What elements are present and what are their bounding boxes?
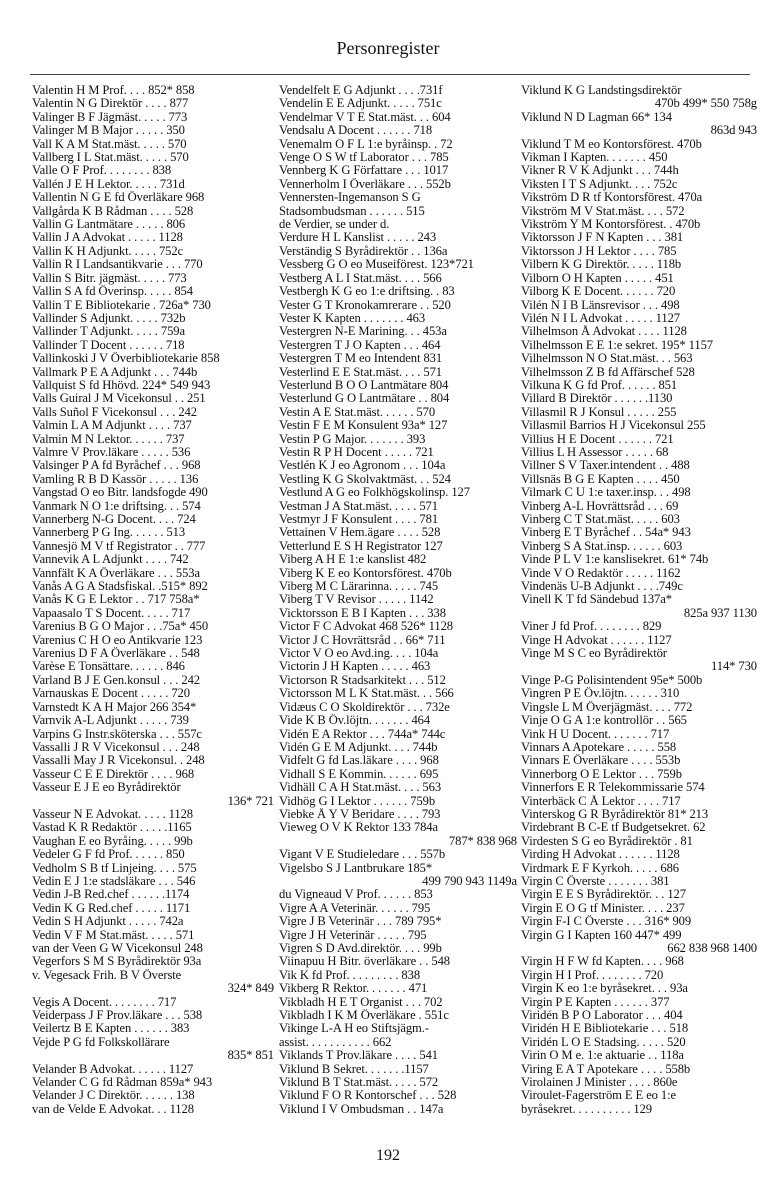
register-entry: Vallin R I Landsantikvarie . . . 770 [32,258,203,272]
register-entry: Vennersten-Ingemanson S G [279,191,421,205]
register-entry: Varnauskas E Docent . . . . . 720 [32,687,190,701]
register-entry: Valmin L A M Adjunkt . . . . 737 [32,419,192,433]
register-entry: Vinberg A-L Hovrättsråd . . . 69 [521,499,679,513]
register-entry: Vedin S H Adjunkt . . . . . 742a [32,915,184,929]
register-entry: Vastad K R Redaktör . . . . .1165 [32,821,192,835]
register-entry: Vinberg C T Stat.mäst. . . . . 603 [521,513,680,526]
register-entry: Virdmark E F Kyrkoh. . . . . 686 [521,861,679,875]
register-entry: Villner S V Taxer.intendent . . 488 [521,459,690,473]
register-entry: Viklund B Sekret. . . . . . .1157 [279,1062,429,1076]
register-entry: Vall K A M Stat.mäst. . . . . 570 [32,137,187,151]
register-entry: Vendelfelt E G Adjunkt . . . .731f [279,84,443,97]
register-entry: Vanmark N O 1:e driftsing. . . 574 [32,499,201,513]
register-entry: Vinberg E T Byråchef . . 54a* 943 [521,526,691,540]
register-entry: Vik K fd Prof. . . . . . . . . 838 [279,968,421,982]
register-entry: Virolainen J Minister . . . . 860e [521,1076,678,1090]
register-entry: Victorin J H Kapten . . . . . 463 [279,660,431,674]
register-entry: Vallgårda K B Rådman . . . . 528 [32,204,194,218]
register-entry: Vilmark C U 1:e taxer.insp. . . 498 [521,486,691,500]
register-entry: Vestergren N-E Marining. . . 453a [279,325,447,339]
register-entry: Valmre V Prov.läkare . . . . . 536 [32,445,191,459]
register-entry: Vinterskog G R Byrådirektör 81* 213 [521,807,709,821]
register-entry: Vessberg G O eo Museiförest. 123*721 [279,258,474,272]
register-entry: Vilbern K G Direktör. . . . . 118b [521,258,682,272]
register-entry: Vangstad O eo Bitr. landsfogde 490 [32,486,208,500]
register-entry: Velander B Advokat. . . . . . 1127 [32,1062,194,1076]
register-entry: Vilén N I B Länsrevisor . . . 498 [521,298,680,312]
register-entry: Viksten I T S Adjunkt. . . . 752c [521,177,678,191]
register-entry: Viberg A H E 1:e kanslist 482 [279,553,427,567]
register-entry: Vikbladh I K M Överläkare . 551c [279,1009,449,1023]
register-entry: Vinge P-G Polisintendent 95e* 500b [521,673,703,687]
register-entry: Vigelsbo S J Lantbrukare 185* [279,861,433,875]
header-rule [30,74,750,75]
register-entry: Vallin G Lantmätare . . . . . 806 [32,218,186,232]
register-column-2 [279,84,517,1116]
register-entry: Viberg T V Revisor . . . . . 1142 [279,593,434,607]
register-entry: Viktorsson J F N Kapten . . . 381 [521,231,684,245]
register-entry: Virgin P E Kapten . . . . . . 377 [521,995,670,1009]
register-entry: Villius L H Assessor . . . . . 68 [521,445,669,459]
register-entry: Vinde V O Redaktör . . . . . 1162 [521,566,681,580]
register-entry: Varèse E Tonsättare. . . . . . 846 [32,660,185,674]
register-entry: Viklund K G Landstingsdirektör [521,84,682,97]
register-entry: Vennerholm I Överläkare . . . 552b [279,177,451,191]
register-entry: Viklund F O R Kontorschef . . . 528 [279,1089,457,1103]
register-entry: Vegis A Docent. . . . . . . . 717 [32,995,177,1009]
register-entry: Virgin E O G tf Minister. . . . 237 [521,901,685,915]
register-entry: Vigre J H Veterinär . . . . . 795 [279,928,427,942]
register-entry: Vennberg K G Författare . . . 1017 [279,164,449,178]
register-entry: du Vigneaud V Prof. . . . . . 853 [279,888,433,902]
register-entry: Viner J fd Prof. . . . . . . . 829 [521,620,662,634]
register-entry: byråsekret. . . . . . . . . . 129 [521,1102,653,1116]
register-entry: Vannerberg P G Ing. . . . . . 513 [32,526,186,540]
register-entry: Vasseur N E Advokat. . . . . 1128 [32,807,193,821]
register-entry: Villasmil Barrios H J Vicekonsul 255 [521,419,706,433]
register-entry: Vilhelmsson N O Stat.mäst. . . 563 [521,352,693,366]
register-entry: Valls Suñol F Vicekonsul . . . 242 [32,405,197,419]
register-entry: Vanås A G A Stadsfiskal. .515* 892 [32,580,208,594]
register-entry: Victorson R Stadsarkitekt . . . 512 [279,673,446,687]
register-entry: assist. . . . . . . . . . . 662 [279,1035,392,1049]
register-entry: Vidén G E M Adjunkt. . . . 744b [279,740,438,754]
register-entry: Varnvik A-L Adjunkt . . . . . 739 [32,714,189,728]
register-entry: Vieweg O V K Rektor 133 784a [279,821,438,835]
register-entry: Vestling K G Skolvaktmäst. . . 524 [279,472,451,486]
register-entry: Vestergren T J O Kapten . . . 464 [279,338,441,352]
register-entry: Vesterlund B O O Lantmätare 804 [279,378,449,392]
register-entry: 114* 730 [711,660,757,674]
register-entry: Vallquist S fd Hhövd. 224* 549 943 [32,378,211,392]
register-entry: Vikinge L-A H eo Stiftsjägm.- [279,1022,429,1036]
register-entry: Vannesjö M V tf Registrator . . 777 [32,539,206,553]
register-entry: Viktorsson J H Lektor . . . . 785 [521,244,677,258]
register-entry: Vasseur E J E eo Byrådirektör [32,781,181,795]
register-entry: Viebke Å Y V Beridare . . . . 793 [279,807,441,821]
register-entry: Viklands T Prov.läkare . . . . 541 [279,1049,438,1063]
register-entry: Viinapuu H Bitr. överläkare . . 548 [279,955,450,969]
register-entry: Vinberg S A Stat.insp. . . . . . 603 [521,539,683,553]
register-entry: Viklund N D Lagman 66* 134 [521,110,672,124]
register-entry: Vendelin E E Adjunkt. . . . . 751c [279,97,442,111]
register-entry: Viberg K E eo Kontorsförest. 470b [279,566,452,580]
register-entry: Valsinger P A fd Byråchef . . . 968 [32,459,201,473]
register-entry: Vettainen V Hem.ägare . . . . 528 [279,526,441,540]
register-entry: Vallin J A Advokat . . . . . 1128 [32,231,183,245]
register-entry: Vilborn O H Kapten . . . . . 451 [521,271,674,285]
register-column-1 [32,84,274,1116]
register-entry: Vidæus C O Skoldirektör . . . 732e [279,700,450,714]
register-entry: Victor F C Advokat 468 526* 1128 [279,620,453,634]
register-entry: Viklund B T Stat.mäst. . . . . 572 [279,1076,439,1090]
register-entry: Vinge H Advokat . . . . . . 1127 [521,633,672,647]
register-entry: Viridén H E Bibliotekarie . . . 518 [521,1022,689,1036]
register-entry: Villard B Direktör . . . . . .1130 [521,392,673,406]
register-entry: Virgin C Överste . . . . . . . 381 [521,874,670,888]
register-entry: Vikström M V Stat.mäst. . . . 572 [521,204,685,218]
register-entry: Vestbergh K G eo 1:e driftsing. . 83 [279,285,455,299]
register-entry: Vestin P G Major. . . . . . . 393 [279,432,426,446]
register-entry: Vikbladh H E T Organist . . . 702 [279,995,443,1009]
register-entry: Vinge M S C eo Byrådirektör [521,647,667,661]
register-entry: Vestin A E Stat.mäst. . . . . . 570 [279,405,436,419]
register-entry: Vidhall S E Kommin. . . . . . 695 [279,767,439,781]
register-entry: Virgin H F W fd Kapten. . . . 968 [521,955,684,969]
register-entry: Virgin G I Kapten 160 447* 499 [521,928,682,942]
register-entry: Vestlén K J eo Agronom . . . 104a [279,459,446,473]
register-entry: Vinde P L V 1:e kanslisekret. 61* 74b [521,553,709,567]
register-entry: Vinnerborg O E Lektor . . . 759b [521,767,682,781]
register-entry: Vallinder S Adjunkt. . . . . 732b [32,311,186,325]
register-entry: Vestmyr J F Konsulent . . . . 781 [279,513,439,526]
register-entry: van de Velde E Advokat. . . 1128 [32,1102,194,1116]
register-entry: Vestman J A Stat.mäst. . . . . 571 [279,499,438,513]
register-entry: Varnstedt K A H Major 266 354* [32,700,197,714]
register-entry: Vindenäs U-B Adjunkt . . . .749c [521,580,683,594]
register-entry: Valmin M N Lektor. . . . . . 737 [32,432,185,446]
register-entry: Vinell K T fd Sändebud 137a* [521,593,672,607]
register-entry: Virding H Advokat . . . . . . 1128 [521,848,680,862]
register-entry: Vassalli May J R Vicekonsul. . 248 [32,754,205,768]
register-entry: Vestergren T M eo Intendent 831 [279,352,443,366]
register-entry: Villasmil R J Konsul . . . . . 255 [521,405,677,419]
register-entry: Victorsson M L K Stat.mäst. . . 566 [279,687,454,701]
register-entry: Vedin J-B Red.chef . . . . . .1174 [32,888,190,902]
register-entry: Virgin F-I C Överste . . . 316* 909 [521,915,692,929]
register-entry: Vestberg A L I Stat.mäst. . . . 566 [279,271,442,285]
register-entry: Valentin H M Prof. . . . 852* 858 [32,84,195,97]
register-entry: Viklund T M eo Kontorsförest. 470b [521,137,702,151]
register-entry: Valls Guiral J M Vicekonsul . . 251 [32,392,206,406]
register-column-3 [521,84,757,1116]
register-entry: Vannfält K A Överläkare . . . 553a [32,566,200,580]
register-entry: 863d 943 [710,124,757,138]
register-entry: Vilkuna K G fd Prof. . . . . . 851 [521,378,678,392]
register-entry: Vikberg R Rektor. . . . . . . 471 [279,982,428,996]
register-entry: Vikström Y M Kontorsförest. . 470b [521,218,701,232]
register-entry: Velander C G fd Rådman 859a* 943 [32,1076,213,1090]
page-title: Personregister [336,38,440,58]
page-number: 192 [376,1147,400,1164]
register-entry: Vilhelmsson Z B fd Affärschef 528 [521,365,695,379]
register-entry: Verdure H L Kanslist . . . . . 243 [279,231,437,245]
register-entry: Vingren P E Öv.löjtn. . . . . . 310 [521,687,680,701]
register-entry: Vester G T Kronokamrerare . . 520 [279,298,451,312]
register-entry: Vendelmar V T E Stat.mäst. . . 604 [279,110,451,124]
register-entry: Vester K Kapten . . . . . . . 463 [279,311,426,325]
register-entry: Vestlund A G eo Folkhögskolinsp. 127 [279,486,470,500]
register-entry: Viring E A T Apotekare . . . . 558b [521,1062,691,1076]
register-entry: Vinterbäck C Å Lektor . . . . 717 [521,794,681,808]
register-entry: 470b 499* 550 758g [654,97,757,111]
register-entry: Vendsalu A Docent . . . . . . 718 [279,124,433,138]
register-entry: Varenius B G O Major . . .75a* 450 [32,620,209,634]
register-entry: Vidfelt G fd Las.läkare . . . . 968 [279,754,439,768]
register-entry: Verständig S Byrådirektör . . 136a [279,244,448,258]
register-entry: Vidhäll C A H Stat.mäst. . . . 563 [279,781,442,795]
register-entry: Valentin N G Direktör . . . . 877 [32,97,189,111]
register-entry: Virdesten S G eo Byrådirektör . 81 [521,834,693,848]
register-entry: v. Vegesack Frih. B V Överste [32,968,182,982]
register-entry: Vestin F E M Konsulent 93a* 127 [279,419,448,433]
register-entry: Vanås K G E Lektor . . 717 758a* [32,593,200,607]
register-entry: Vilhelmson Å Advokat . . . . 1128 [521,325,687,339]
register-entry: Vallmark P E A Adjunkt . . . 744b [32,365,198,379]
register-entry: Vallinkoski J V Överbibliotekarie 858 [32,352,220,366]
register-entry: Vide K B Öv.löjtn. . . . . . . 464 [279,714,431,728]
register-entry: Vigren S D Avd.direktör. . . . 99b [279,942,442,955]
register-entry: Vesterlind E E Stat.mäst. . . . 571 [279,365,442,379]
register-entry: Valinger B F Jägmäst. . . . . 773 [32,110,188,124]
register-entry: Velander J C Direktör. . . . . . 138 [32,1089,195,1103]
register-entry: de Verdier, se under d. [279,218,390,232]
register-entry: Vassalli J R V Vicekonsul . . . 248 [32,740,200,754]
register-entry: Vinnars A Apotekare . . . . . 558 [521,740,677,754]
register-entry: Vilhelmsson E E 1:e sekret. 195* 1157 [521,338,714,352]
register-entry: Virgin K eo 1:e byråsekret. . . 93a [521,982,688,996]
register-entry: Vesterlund G O Lantmätare . . 804 [279,392,450,406]
register-entry: Vallberg I L Stat.mäst. . . . . 570 [32,151,189,165]
register-entry: Vikström D R tf Kontorsförest. 470a [521,191,703,205]
register-entry: Vingsle L M Överjägmäst. . . . 772 [521,700,693,714]
register-entry: Vamling R B D Kassör . . . . . 136 [32,472,199,486]
register-entry: Vinnerfors E R Telekommissarie 574 [521,781,705,795]
register-entry: Villsnäs B G E Kapten . . . . 450 [521,472,680,486]
register-entry: 662 838 968 1400 [667,942,757,955]
register-entry: Vannerberg N-G Docent. . . . 724 [32,513,196,526]
register-entry: Vallén J E H Lektor. . . . . 731d [32,177,185,191]
register-entry: Venge O S W tf Laborator . . . 785 [279,151,449,165]
register-entry: Vedeler G F fd Prof. . . . . . 850 [32,848,185,862]
register-entry: Victor V O eo Avd.ing. . . . 104a [279,647,439,661]
register-entry: 136* 721 [227,794,274,808]
register-entry: Vallentin N G E fd Överläkare 968 [32,191,205,205]
register-entry: Stadsombudsman . . . . . . 515 [279,204,425,218]
register-entry: Varland B J E Gen.konsul . . . 242 [32,673,200,687]
register-entry: Vedin V F M Stat.mäst. . . . . 571 [32,928,195,942]
register-entry: Vallin K H Adjunkt. . . . . 752c [32,244,184,258]
register-entry: Varenius C H O eo Antikvarie 123 [32,633,203,647]
register-entry: Vilén N I L Advokat . . . . . 1127 [521,311,680,325]
register-entry: Valle O F Prof. . . . . . . . 838 [32,164,172,178]
register-entry: Vicktorsson E B I Kapten . . . 338 [279,606,446,620]
register-entry: Vedin K G Red.chef . . . . . 1171 [32,901,191,915]
register-entry: Vigre J B Veterinär . . . 789 795* [279,915,442,929]
register-entry: Vinnars E Överläkare . . . . 553b [521,754,681,768]
register-entry: Vink H U Docent. . . . . . . 717 [521,727,670,741]
register-entry: Viberg M C Lärarinna. . . . . 745 [279,580,439,594]
register-entry: Varpins G Instr.sköterska . . . 557c [32,727,202,741]
register-entry: Viridén B P O Laborator . . . 404 [521,1009,683,1023]
register-entry: Vigant V E Studieledare . . . 557b [279,848,446,862]
register-entry: Virgin E E S Byrådirektör. . . 127 [521,888,686,902]
register-entry: Varenius D F A Överläkare . . 548 [32,647,200,661]
register-entry: Vedin E J 1:e stadsläkare . . . 546 [32,874,196,888]
register-entry: Vinje O G A 1:e kontrollör . . 565 [521,714,687,728]
register-entry: Vejde P G fd Folkskollärare [32,1035,170,1049]
register-entry: Virgin H I Prof. . . . . . . . 720 [521,968,664,982]
register-entry: Victor J C Hovrättsråd . . 66* 711 [279,633,446,647]
register-entry: Vallin S A fd Överinsp. . . . . 854 [32,285,193,299]
register-entry: Vikner R V K Adjunkt . . . 744h [521,164,679,178]
register-entry: 324* 849 [227,982,274,996]
register-entry: Veilertz B E Kapten . . . . . . 383 [32,1022,190,1036]
register-entry: Viklund I V Ombudsman . . 147a [279,1102,444,1116]
register-entry: 825a 937 1130 [683,606,757,620]
register-entry: Viridén L O E Stadsing. . . . . 520 [521,1035,686,1049]
register-entry: Vedholm S B tf Linjeing. . . . 575 [32,861,197,875]
register-entry: Vestin R P H Docent . . . . . 721 [279,445,434,459]
register-entry: Vallin T E Bibliotekarie . 726a* 730 [32,298,211,312]
register-entry: Vidhög G I Lektor . . . . . . 759b [279,794,436,808]
register-entry: Vidén E A Rektor . . . 744a* 744c [279,727,446,741]
register-entry: Venemalm O F L 1:e byråinsp. . 72 [279,137,453,151]
register-entry: 835* 851 [227,1049,274,1063]
register-entry: Vasseur C E E Direktör . . . . 968 [32,767,195,781]
register-entry: Vilborg K E Docent. . . . . . 720 [521,285,676,299]
register-entry: Vikman I Kapten. . . . . . . 450 [521,151,668,165]
register-entry: Villius H E Docent . . . . . . 721 [521,432,674,446]
register-entry: Valinger M B Major . . . . . 350 [32,124,185,138]
register-entry: Veiderpass J F Prov.läkare . . . 538 [32,1009,203,1023]
register-entry: Virdebrant B C-E tf Budgetsekret. 62 [521,821,706,835]
register-entry: Vallinder T Adjunkt. . . . . 759a [32,325,185,339]
register-entry: Vigre A A Veterinär. . . . . . 795 [279,901,431,915]
register-entry: Vetterlund E S H Registrator 127 [279,539,443,553]
register-entry: Vannevik A L Adjunkt . . . . 742 [32,553,189,567]
register-entry: Vapaasalo T S Docent. . . . . 717 [32,606,191,620]
register-entry: Vallinder T Docent . . . . . . 718 [32,338,185,352]
register-entry: Virin O M e. 1:e aktuarie . . 118a [521,1049,684,1063]
register-entry: 499 790 943 1149a [422,874,517,888]
register-entry: 787* 838 968 [448,834,517,848]
register-entry: Vallin S Bitr. jägmäst. . . . . 773 [32,271,187,285]
register-entry: Vegerfors S M S Byrådirektör 93a [32,955,202,969]
register-entry: Viroulet-Fagerström E E eo 1:e [521,1089,677,1103]
register-entry: Vaughan E eo Byråing. . . . . 99b [32,834,193,848]
register-entry: van der Veen G W Vicekonsul 248 [32,942,203,955]
